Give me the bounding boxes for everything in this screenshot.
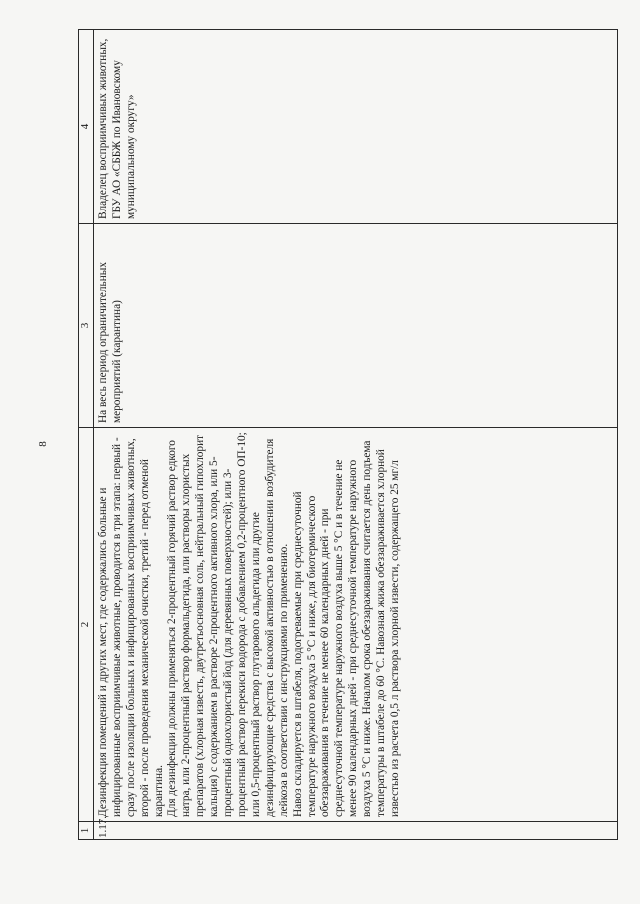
measures-table [78,29,618,840]
header-col-4: 4 [79,30,94,224]
responsible-cell: Владелец восприимчивых животных, ГБУ АО «СББЖ по Ивановскому муниципальному округу» [93,30,617,224]
measure-paragraph-2: Для дезинфекции должны применяться 2-процентный горячий раствор едкого натра, или 2-процентный раствор формальдегида, или растворы хлористых препаратов (хлорная известь, двутретьосновная соль, нейтральный гипохлорит кальция) с содержанием в растворе 2-процентного активного хлора, или 5-процентный однохлористый йод (для деревянных поверхностей); или 3-процентный раствор перекиси водорода с добавлением 0,2-процентного ОП-10; или 0,5-процентный раствор глутарового альдегида или другие дезинфицирующие средства с высокой активностью в отношении возбудителя лейкоза в соответствии с инструкциями по применению. [166,432,290,817]
page-number: 8 [36,441,49,447]
header-col-1: 1 [79,822,94,840]
row-number: 1.17. [93,822,617,840]
table-row [93,30,617,840]
header-col-3: 3 [79,224,94,428]
table-header-row [79,30,94,840]
measure-paragraph-3: Навоз складируется в штабеля, подогреваемые при среднесуточной температуре наружного воздуха 5 °С и ниже, для биотермического обеззараживания в течение не менее 60 календарных дней - при среднесуточной температуре наружного воздуха выше 5 °С и в течение не менее 90 календарных дней - при среднесуточной температуре наружного воздуха 5 °С и ниже. Началом срока обеззараживания считается день подъема температуры в штабеле до 60 °С. Навозная жижа обеззараживается хлорной известью из расчета 0,5 л раствора хлорной извести, содержащего 25 мг/л [291,440,401,817]
measure-description [93,428,617,822]
header-col-2: 2 [79,428,94,822]
deadline-cell: На весь период ограничительных мероприятий (карантина) [93,224,617,428]
measure-paragraph-1: Дезинфекция помещений и других мест, где содержались больные и инфицированные восприимчивые животные, проводится в три этапа: первый - сразу после изоляции больных и инфицированных восприимчивых животных, второй - после проведения механической очистки, третий - перед отменой карантина. [96,437,165,817]
rotated-table-container [78,30,618,840]
